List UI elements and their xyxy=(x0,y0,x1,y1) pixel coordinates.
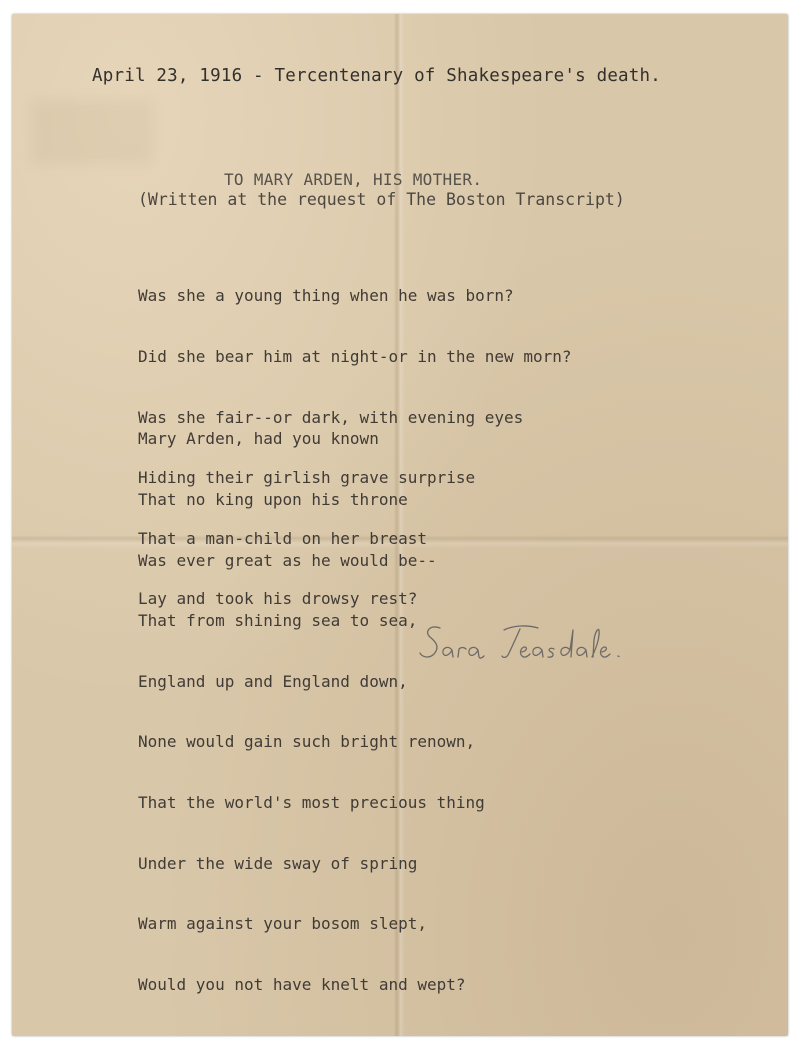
poem-title: TO MARY ARDEN, HIS MOTHER. xyxy=(224,170,483,189)
stanza-2 xyxy=(138,389,485,1036)
poem-line: Lay and took his drowsy rest? xyxy=(138,589,418,609)
poem-line: That a man-child on her breast xyxy=(138,528,427,548)
poem-subtitle: (Written at the request of The Boston Transcript) xyxy=(138,190,625,209)
paper-stain xyxy=(32,100,152,164)
poem-line: That from shining sea to sea, xyxy=(138,611,418,631)
poem-line: Under the wide sway of spring xyxy=(138,853,418,873)
handwritten-signature xyxy=(418,620,680,672)
poem-line: Hiding their girlish grave surprise xyxy=(138,468,476,488)
poem-line: None would gain such bright renown, xyxy=(138,732,476,752)
poem-line: Would you not have knelt and wept? xyxy=(138,974,466,994)
poem-line: That the world's most precious thing xyxy=(138,793,485,813)
poem-line: England up and England down, xyxy=(138,671,408,691)
poem-line: Mary Arden, had you known xyxy=(138,429,379,449)
poem-line: Was she fair--or dark, with evening eyes xyxy=(138,407,524,427)
typed-letter-sheet xyxy=(12,14,788,1036)
poem-line: Was ever great as he would be-- xyxy=(138,550,437,570)
poem-line: Was she a young thing when he was born? xyxy=(138,286,514,306)
signature-drawing xyxy=(418,620,680,672)
dateline: April 23, 1916 - Tercentenary of Shakespeare's death. xyxy=(92,66,662,86)
poem-line: Did she bear him at night-or in the new morn? xyxy=(138,347,572,367)
poem-line: Warm against your bosom slept, xyxy=(138,914,427,934)
poem-line: That no king upon his throne xyxy=(138,490,408,510)
